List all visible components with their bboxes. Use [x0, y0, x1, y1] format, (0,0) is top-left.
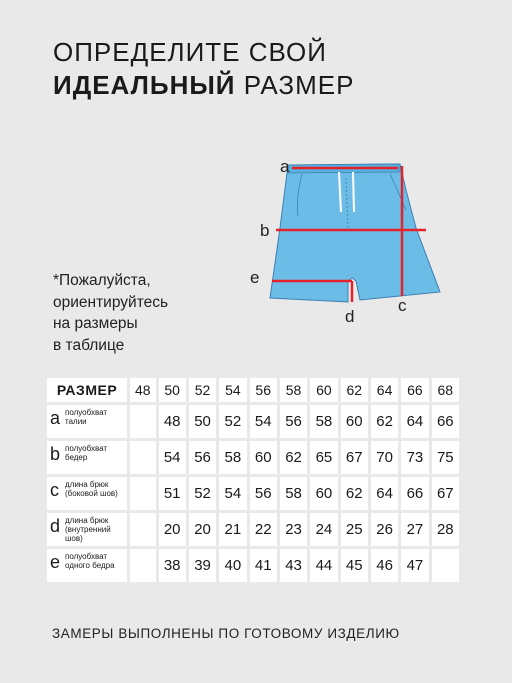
- size-header-cell: 48: [130, 378, 156, 402]
- row-label: [47, 549, 127, 582]
- table-cell: [130, 405, 156, 438]
- label-c: c: [398, 296, 407, 315]
- table-cell: 21: [219, 513, 246, 546]
- table-row: [47, 513, 459, 546]
- table-cell: 54: [250, 405, 277, 438]
- table-cell: 66: [401, 477, 428, 510]
- table-cell: 58: [219, 441, 246, 474]
- size-header-cell: 58: [280, 378, 307, 402]
- table-cell: 41: [250, 549, 277, 582]
- table-cell: 56: [189, 441, 216, 474]
- title-rest: РАЗМЕР: [235, 70, 355, 100]
- table-cell: 38: [159, 549, 186, 582]
- title-bold: ИДЕАЛЬНЫЙ: [53, 70, 236, 100]
- size-header-cell: 56: [250, 378, 277, 402]
- table-cell: 39: [189, 549, 216, 582]
- row-description: полуобхват талии: [65, 408, 108, 426]
- table-cell: [130, 477, 156, 510]
- table-cell: 58: [310, 405, 337, 438]
- row-label: [47, 477, 127, 510]
- table-cell: 23: [280, 513, 307, 546]
- table-cell: 40: [219, 549, 246, 582]
- table-cell: 28: [432, 513, 459, 546]
- size-header-label: РАЗМЕР: [47, 378, 127, 402]
- table-cell: 43: [280, 549, 307, 582]
- table-cell: 70: [371, 441, 398, 474]
- size-header-cell: 66: [401, 378, 428, 402]
- note-line: на размеры: [53, 315, 138, 332]
- table-cell: 52: [219, 405, 246, 438]
- table-cell: 45: [341, 549, 368, 582]
- row-label: [47, 405, 127, 438]
- note-line: ориентируйтесь: [53, 293, 169, 311]
- row-label: [47, 513, 127, 546]
- table-cell: 73: [401, 441, 428, 474]
- table-row: [47, 549, 459, 582]
- title-line2: [53, 69, 354, 102]
- row-letter: d: [50, 516, 61, 536]
- table-cell: 20: [189, 513, 216, 546]
- table-cell: 26: [371, 513, 398, 546]
- table-cell: 56: [250, 477, 277, 510]
- row-letter: b: [50, 444, 61, 464]
- footer-note: ЗАМЕРЫ ВЫПОЛНЕНЫ ПО ГОТОВОМУ ИЗДЕЛИЮ: [52, 626, 400, 641]
- row-letter: e: [50, 552, 61, 572]
- table-cell: 54: [219, 477, 246, 510]
- table-cell: 25: [341, 513, 368, 546]
- size-note: [53, 270, 168, 356]
- row-description: полуобхват бедер: [65, 444, 108, 462]
- size-header-row: [47, 378, 459, 402]
- table-cell: 58: [280, 477, 307, 510]
- label-d: d: [345, 307, 355, 326]
- note-line: в таблице: [53, 336, 125, 354]
- row-label: [47, 441, 127, 474]
- table-cell: [432, 549, 459, 582]
- table-cell: 27: [401, 513, 428, 546]
- size-header-cell: 52: [189, 378, 216, 402]
- table-cell: 75: [432, 441, 459, 474]
- table-cell: 46: [371, 549, 398, 582]
- label-b: b: [260, 221, 270, 240]
- table-row: [47, 405, 459, 438]
- table-cell: 60: [250, 441, 277, 474]
- table-row: [47, 441, 459, 474]
- size-header-cell: 60: [310, 378, 337, 402]
- size-header-cell: 50: [159, 378, 186, 402]
- table-cell: 67: [432, 477, 459, 510]
- size-header-cell: 64: [371, 378, 398, 402]
- table-cell: [130, 513, 156, 546]
- table-row: [47, 477, 459, 510]
- row-description: длина брюк (боковой шов): [65, 480, 118, 498]
- table-cell: 60: [310, 477, 337, 510]
- page-title: [53, 36, 354, 102]
- table-cell: 60: [341, 405, 368, 438]
- label-e: e: [250, 268, 260, 287]
- table-cell: 67: [341, 441, 368, 474]
- row-letter: a: [50, 408, 61, 428]
- table-cell: 50: [189, 405, 216, 438]
- table-cell: 54: [159, 441, 186, 474]
- table-cell: 62: [280, 441, 307, 474]
- table-cell: 52: [189, 477, 216, 510]
- table-cell: 47: [401, 549, 428, 582]
- table-cell: 64: [371, 477, 398, 510]
- table-cell: 65: [310, 441, 337, 474]
- table-cell: 64: [401, 405, 428, 438]
- table-cell: 22: [250, 513, 277, 546]
- row-description: длина брюк (внутренний шов): [65, 516, 111, 543]
- row-letter: c: [50, 480, 59, 500]
- table-cell: 66: [432, 405, 459, 438]
- table-cell: 62: [341, 477, 368, 510]
- table-cell: 56: [280, 405, 307, 438]
- table-cell: 51: [159, 477, 186, 510]
- table-cell: 44: [310, 549, 337, 582]
- label-a: a: [280, 157, 290, 176]
- size-header-cell: 54: [219, 378, 246, 402]
- size-table: [44, 375, 462, 585]
- shorts-diagram: [240, 150, 450, 330]
- size-header-cell: 68: [432, 378, 459, 402]
- note-line: *Пожалуйста,: [53, 272, 151, 289]
- table-cell: [130, 441, 156, 474]
- table-cell: 48: [159, 405, 186, 438]
- row-description: полуобхват одного бедра: [65, 552, 115, 570]
- table-cell: 20: [159, 513, 186, 546]
- size-header-cell: 62: [341, 378, 368, 402]
- table-cell: 62: [371, 405, 398, 438]
- table-cell: 24: [310, 513, 337, 546]
- table-cell: [130, 549, 156, 582]
- title-line1: ОПРЕДЕЛИТЕ СВОЙ: [53, 37, 327, 67]
